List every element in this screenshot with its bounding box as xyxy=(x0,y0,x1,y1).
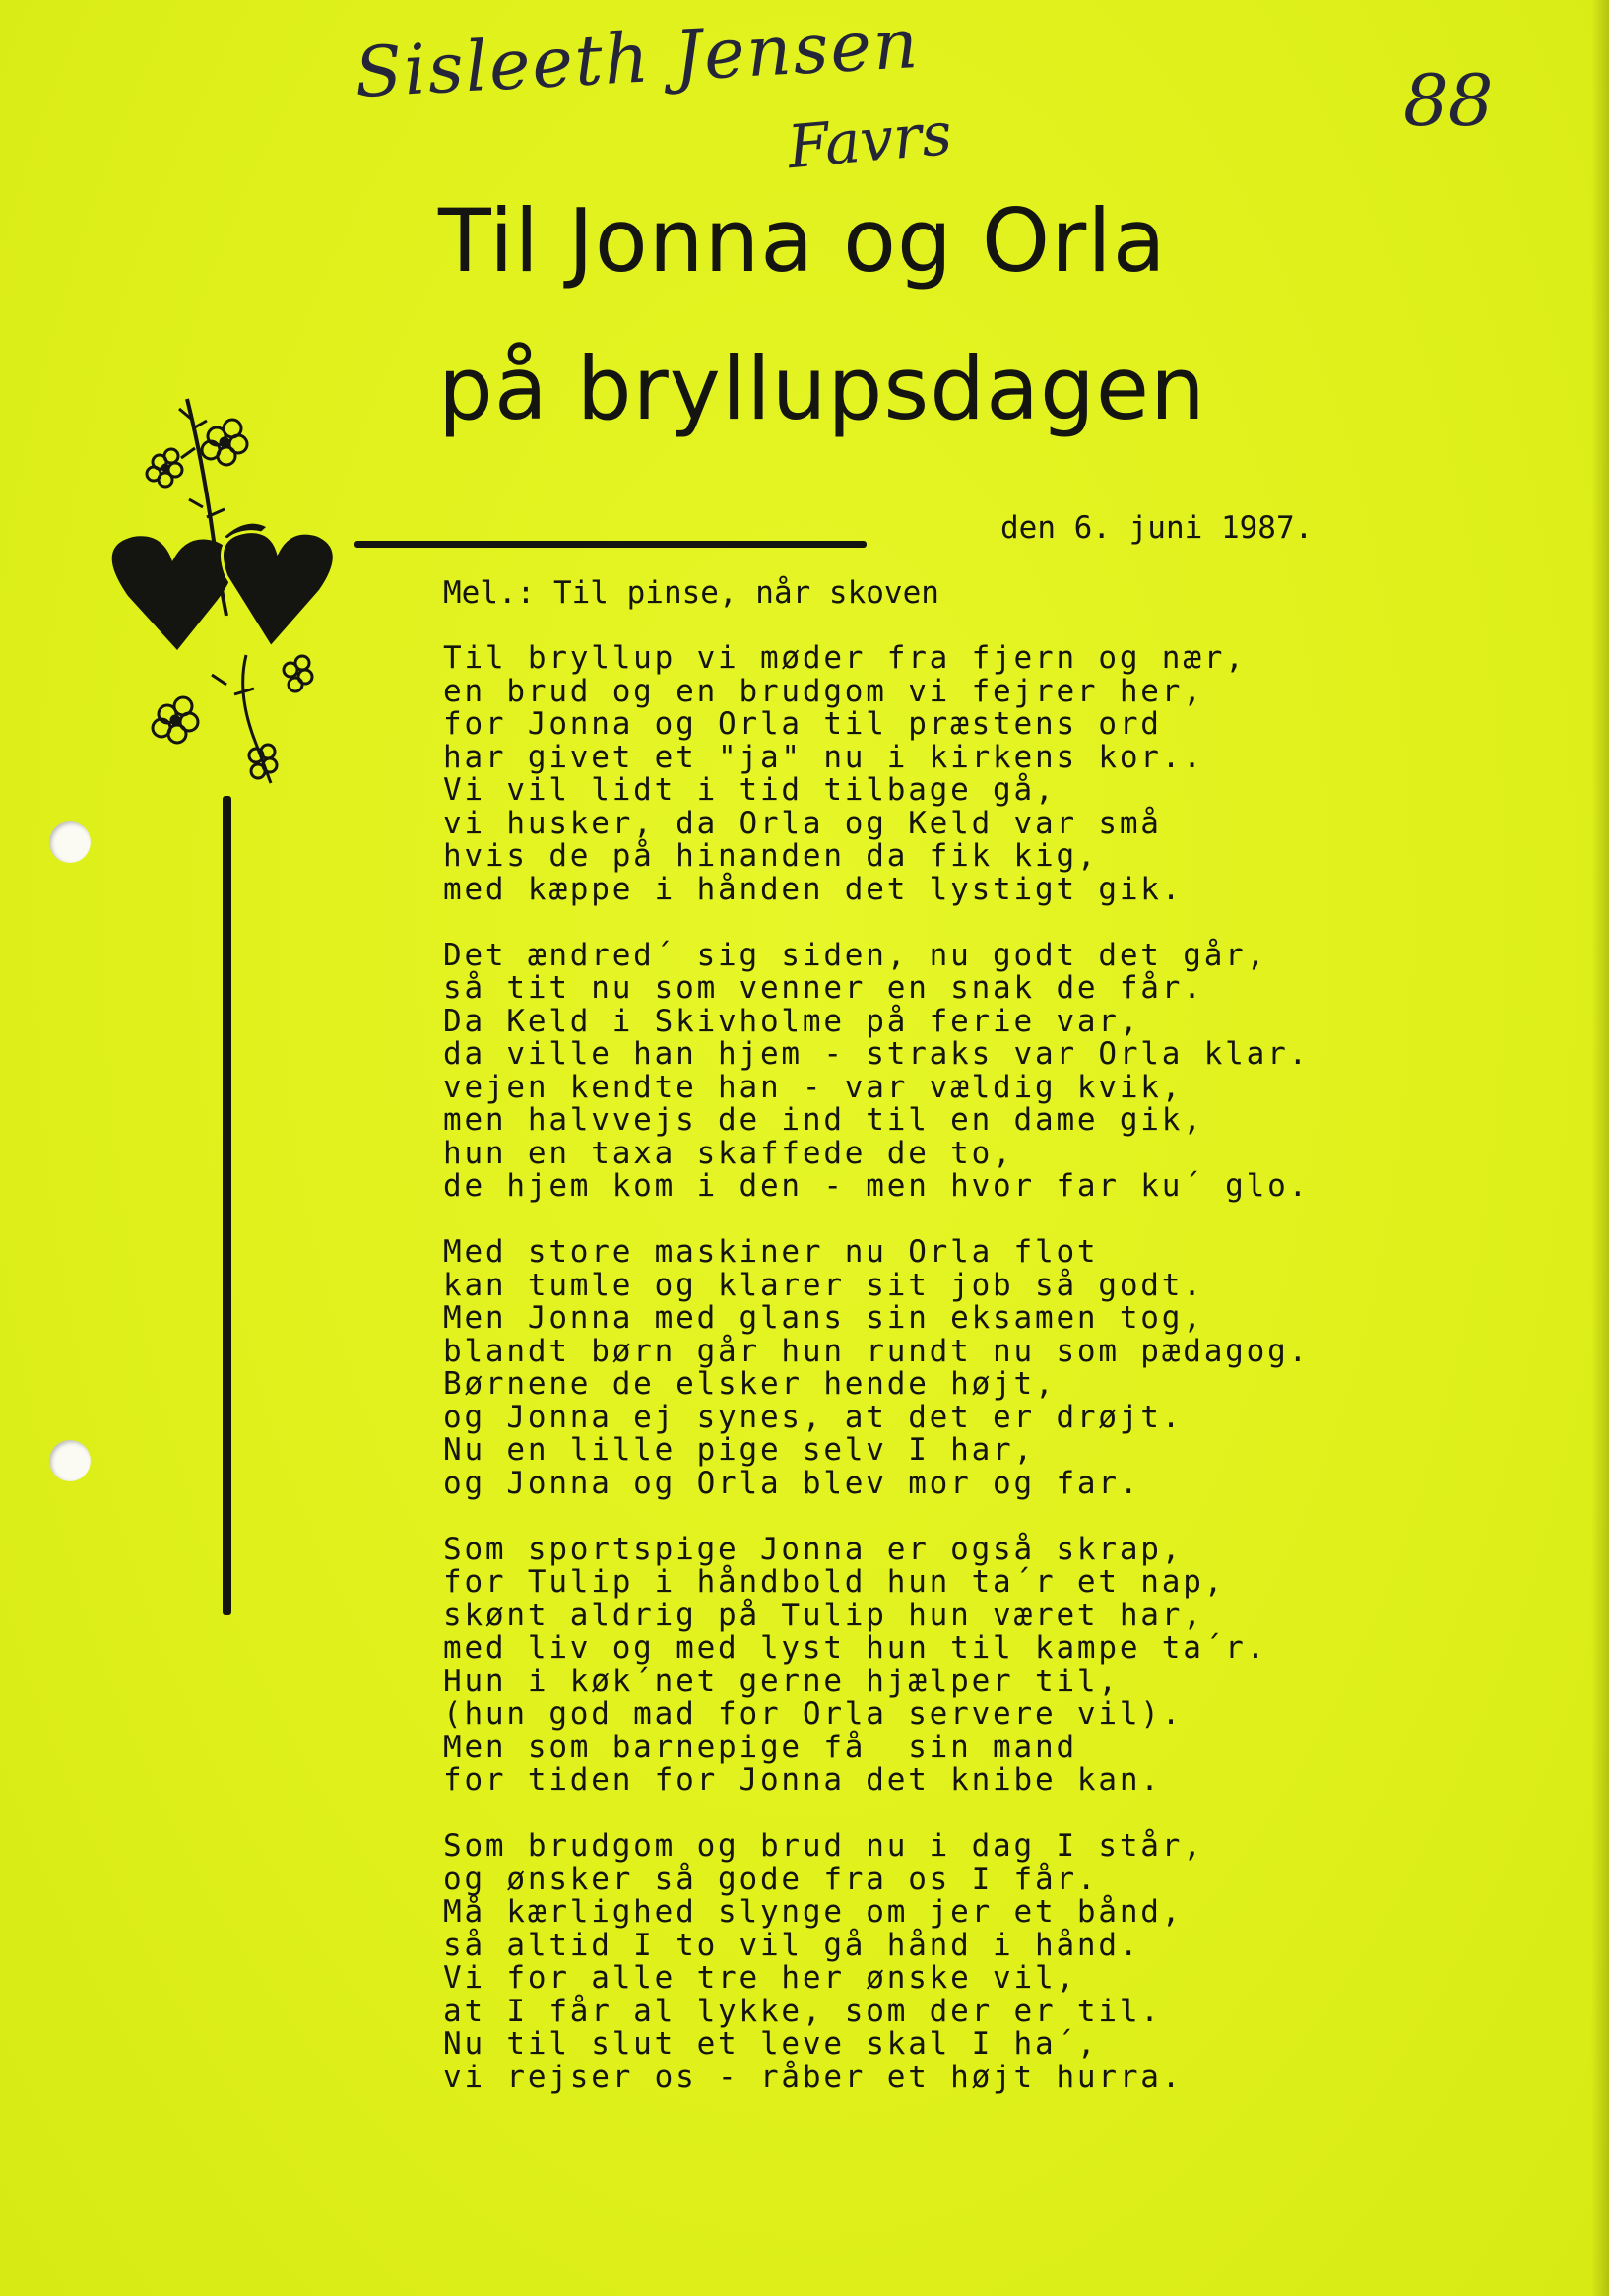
verse-line: Men Jonna med glans sin eksamen tog, xyxy=(443,1300,1204,1336)
verse-line: blandt børn går hun rundt nu som pædagog. xyxy=(443,1333,1311,1369)
verse-line: Vi vil lidt i tid tilbage gå, xyxy=(443,772,1057,808)
stanza-4 xyxy=(443,1531,1310,1798)
verse-line: Men som barnepige få sin mand xyxy=(443,1729,1077,1765)
paper-edge-shadow xyxy=(1591,0,1609,2296)
verse-line: de hjem kom i den - men hvor far ku´ glo. xyxy=(443,1168,1311,1204)
verse-line: Til bryllup vi møder fra fjern og nær, xyxy=(443,640,1247,676)
punch-hole-top xyxy=(49,821,91,863)
stanza-1 xyxy=(443,642,1310,906)
verse-line: Hun i køk´net gerne hjælper til, xyxy=(443,1663,1120,1699)
verse-line: Det ændred´ sig siden, nu godt det går, xyxy=(443,937,1268,973)
verse-line: vejen kendte han - var vældig kvik, xyxy=(443,1069,1184,1105)
verse-line: da ville han hjem - straks var Orla klar. xyxy=(443,1036,1311,1072)
verse-line: for tiden for Jonna det knibe kan. xyxy=(443,1762,1162,1798)
verse-line: at I får al lykke, som der er til. xyxy=(443,1993,1162,2029)
verse-line: så tit nu som venner en snak de får. xyxy=(443,970,1204,1006)
handwritten-page-number: 88 xyxy=(1403,59,1494,142)
verse-line: Børnene de elsker hende højt, xyxy=(443,1366,1057,1402)
verse-line: vi rejser os - råber et højt hurra. xyxy=(443,2059,1184,2095)
handwritten-name: Sisleeth Jensen xyxy=(353,3,922,113)
verse-line: har givet et "ja" nu i kirkens kor.. xyxy=(443,739,1204,775)
verse-line: Må kærlighed slynge om jer et bånd, xyxy=(443,1894,1184,1930)
verse-line: vi husker, da Orla og Keld var små xyxy=(443,805,1162,841)
stanza-3 xyxy=(443,1236,1310,1500)
title-line-2: på bryllupsdagen xyxy=(438,338,1206,439)
page-title xyxy=(438,167,1206,463)
stanza-5 xyxy=(443,1830,1310,2094)
verse-line: og ønsker så gode fra os I får. xyxy=(443,1861,1099,1897)
verse-line: Da Keld i Skivholme på ferie var, xyxy=(443,1003,1141,1039)
handwritten-place: Favrs xyxy=(785,98,955,183)
verse-line: for Tulip i håndbold hun ta´r et nap, xyxy=(443,1564,1226,1600)
poem xyxy=(443,642,1310,2128)
verse-line: og Jonna og Orla blev mor og far. xyxy=(443,1465,1141,1501)
punch-hole-bottom xyxy=(49,1440,91,1481)
verse-line: med liv og med lyst hun til kampe ta´r. xyxy=(443,1630,1268,1666)
verse-line: Som sportspige Jonna er også skrap, xyxy=(443,1531,1184,1567)
verse-line: skønt aldrig på Tulip hun været har, xyxy=(443,1597,1204,1633)
verse-line: (hun god mad for Orla servere vil). xyxy=(443,1696,1184,1732)
verse-line: en brud og en brudgom vi fejrer her, xyxy=(443,673,1204,709)
horizontal-rule xyxy=(354,541,867,548)
verse-line: Vi for alle tre her ønske vil, xyxy=(443,1960,1077,1996)
flower-hearts-ornament-icon xyxy=(108,389,345,803)
verse-line: og Jonna ej synes, at det er drøjt. xyxy=(443,1399,1184,1435)
stanza-2 xyxy=(443,937,1311,1204)
verse-line: Nu til slut et leve skal I ha´, xyxy=(443,2026,1099,2062)
date-line: den 6. juni 1987. xyxy=(1000,510,1314,546)
vertical-rule xyxy=(223,796,231,1615)
verse-line: Med store maskiner nu Orla flot xyxy=(443,1234,1099,1270)
verse-line: så altid I to vil gå hånd i hånd. xyxy=(443,1927,1141,1963)
verse-line: kan tumle og klarer sit job så godt. xyxy=(443,1267,1204,1303)
verse-line: Nu en lille pige selv I har, xyxy=(443,1432,1035,1468)
melody-line: Mel.: Til pinse, når skoven xyxy=(443,575,939,611)
verse-line: hun en taxa skaffede de to, xyxy=(443,1135,1014,1171)
verse-line: Som brudgom og brud nu i dag I står, xyxy=(443,1828,1204,1864)
verse-line: men halvvejs de ind til en dame gik, xyxy=(443,1102,1204,1138)
verse-line: med kæppe i hånden det lystigt gik. xyxy=(443,871,1184,907)
verse-line: for Jonna og Orla til præstens ord xyxy=(443,706,1162,742)
verse-line: hvis de på hinanden da fik kig, xyxy=(443,838,1099,874)
title-line-1: Til Jonna og Orla xyxy=(438,190,1167,292)
